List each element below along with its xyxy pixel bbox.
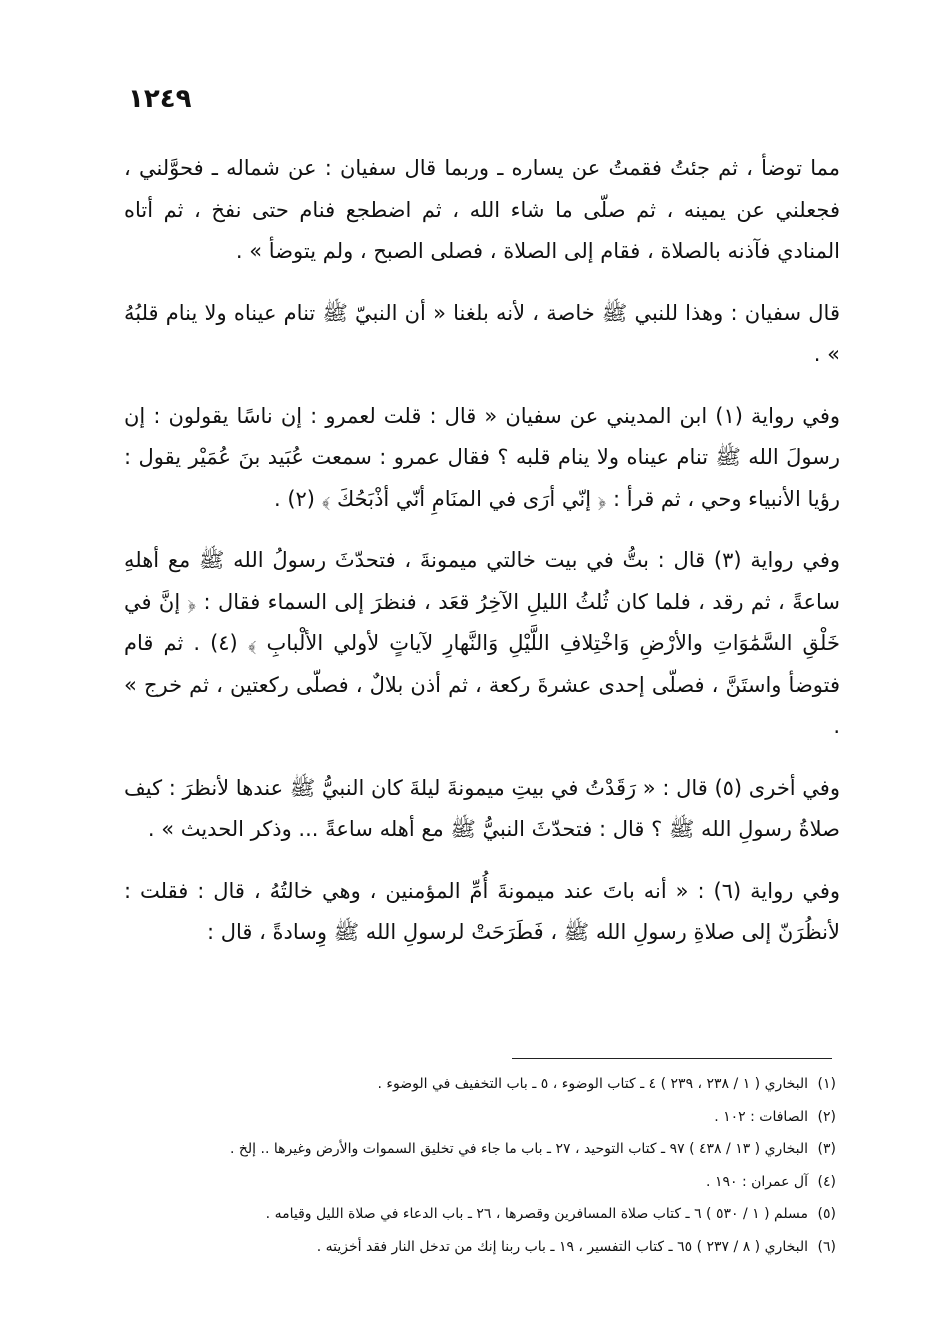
paragraph: قال سفيان : وهذا للنبي ﷺ خاصة ، لأنه بلغنا « أن النبيّ ﷺ تنام عيناه ولا ينام قلبُهُ » .: [124, 300, 840, 366]
footnote-item: [140, 1166, 836, 1199]
footnote-text: البخاري ( ١ / ٢٣٨ ، ٢٣٩ ) ٤ ـ كتاب الوضوء ، ٥ ـ باب التخفيف في الوضوء .: [377, 1076, 808, 1092]
footnote-number: (٦): [817, 1238, 836, 1255]
footnote-text: آل عمران : ١٩٠ .: [706, 1173, 808, 1190]
footnote-item: [140, 1198, 836, 1231]
main-text: [124, 148, 840, 974]
footnote-item: [140, 1068, 836, 1101]
footnotes-list: [140, 1068, 836, 1263]
footnote-number: (٤): [817, 1173, 836, 1190]
footnote-item: [140, 1101, 836, 1134]
footnote-text: مسلم ( ١ / ٥٣٠ ) ٦ ـ كتاب صلاة المسافرين وقصرها ، ٢٦ ـ باب الدعاء في صلاة الليل وقيامه .: [265, 1206, 808, 1222]
page-number: ١٢٤٩: [128, 84, 192, 114]
footnote-item: [140, 1231, 836, 1264]
footnote-number: (٣): [817, 1141, 836, 1157]
footnote-number: (٥): [817, 1206, 836, 1222]
footnote-number: (١): [817, 1076, 836, 1092]
footnote-number: (٢): [817, 1108, 836, 1125]
footnote-text: البخاري ( ١٣ / ٤٣٨ ) ٩٧ ـ كتاب التوحيد ، ٢٧ ـ باب ما جاء في تخليق السموات والأرض وغيرها .. إلخ .: [229, 1141, 808, 1157]
paragraph: وفي رواية (٣) قال : بتُّ في بيت خالتي ميمونةَ ، فتحدّثَ رسولُ الله ﷺ مع أهلهِ ساعةً ، ثم رقد ، فلما كان ثُلثُ الليلِ الآخِرُ قعَد ، فنظرَ إلى السماء فقال : ﴿ إنَّ في خَلْقِ السَّمَٰوَاتِ والأرْضِ وَاخْتِلافِ اللَّيْلِ وَالنَّهارِ لآياتٍ لأولي الألْبابِ ﴾ (٤) . ثم قام فتوضأ واستَنَّ ، فصلّى إحدى عشرةَ ركعة ، ثم أذن بلالٌ ، فصلّى ركعتين ، ثم خرج » .: [124, 548, 840, 738]
footnote-item: [140, 1133, 836, 1166]
footnote-text: الصافات : ١٠٢ .: [714, 1108, 808, 1125]
footnote-text: البخاري ( ٨ / ٢٣٧ ) ٦٥ ـ كتاب التفسير ، ١٩ ـ باب ربنا إنك من تدخل النار فقد أخزيته .: [316, 1238, 808, 1255]
paragraph: وفي رواية (١) ابن المديني عن سفيان « قال : قلت لعمرو : إن ناسًا يقولون : إن رسولَ الله ﷺ تنام عيناه ولا ينام قلبه ؟ فقال عمرو : سمعت عُبَيد بنَ عُمَيْر يقول : رؤيا الأنبياء وحي ، ثم قرأ : ﴿ إنّي أرَى في المنَامِ أنّي أذْبَحُكَ ﴾ (٢) .: [124, 403, 840, 511]
paragraph: مما توضأ ، ثم جئتُ فقمتُ عن يساره ـ وربما قال سفيان : عن شماله ـ فحوَّلني ، فجعلني عن يمينه ، ثم صلّى ما شاء الله ، ثم اضطجع فنام حتى نفخ ، ثم أتاه المنادي فآذنه بالصلاة ، فقام إلى الصلاة ، فصلى الصبح ، ولم يتوضأ » .: [124, 156, 840, 263]
footnote-divider: [512, 1058, 832, 1059]
paragraph: وفي رواية (٦) : « أنه باتَ عند ميمونةَ أُمِّ المؤمنين ، وهي خالتُهُ ، قال : فقلت : لأنظُرَنّ إلى صلاةِ رسولِ الله ﷺ ، فَطَرَحَتْ لرسولِ الله ﷺ وِسادةً ، قال :: [124, 878, 841, 944]
paragraph: وفي أخرى (٥) قال : « رَقَدْتُ في بيتِ ميمونةَ ليلةَ كان النبيُّ ﷺ عندها لأنظرَ : كيف صلاةُ رسولِ الله ﷺ ؟ قال : فتحدّثَ النبيُّ ﷺ مع أهله ساعةً ... وذكر الحديث » .: [124, 775, 840, 841]
